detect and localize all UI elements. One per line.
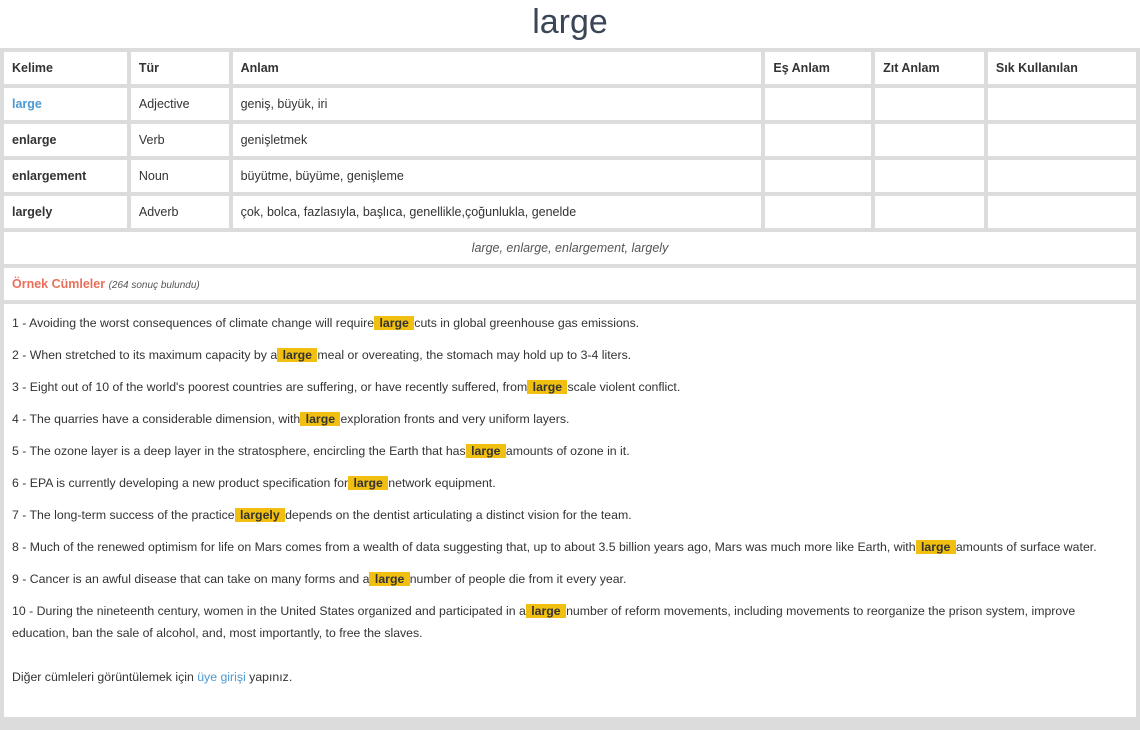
sentence-text: 3 - Eight out of 10 of the world's poorest countries are suffering, or have recently suffered, from <box>12 380 528 394</box>
synonym-cell <box>765 88 871 120</box>
examples-count: (264 sonuç bulundu) <box>108 280 200 291</box>
word-forms-row <box>4 232 1136 264</box>
table-row <box>4 124 1136 156</box>
example-sentences <box>4 304 1136 717</box>
synonym-cell <box>765 196 871 228</box>
table-row <box>4 88 1136 120</box>
sentence-text: 6 - EPA is currently developing a new product specification for <box>12 476 349 490</box>
highlighted-word: large <box>917 540 954 554</box>
header-common: Sık Kullanılan <box>988 52 1136 84</box>
list-item <box>12 536 1128 558</box>
common-cell <box>988 160 1136 192</box>
sentence-text: 4 - The quarries have a considerable dimension, with <box>12 412 301 426</box>
sentence-text: number of people die from it every year. <box>409 572 627 586</box>
sentence-text: number of reform movements, including movements to reorganize the prison system, improve education, ban the sale of alcohol, and, most importantly, to free the slaves. <box>12 604 1076 640</box>
examples-title: Örnek Cümleler <box>12 277 106 291</box>
sentence-text: amounts of ozone in it. <box>505 444 630 458</box>
highlighted-word: large <box>279 348 316 362</box>
sentence-text: 2 - When stretched to its maximum capacity by a <box>12 348 278 362</box>
word-cell[interactable]: largely <box>4 196 127 228</box>
word-cell[interactable]: large <box>4 88 127 120</box>
sentence-text: meal or overeating, the stomach may hold up to 3-4 liters. <box>317 348 632 362</box>
meaning-cell: geniş, büyük, iri <box>233 88 762 120</box>
login-prompt <box>12 666 1128 688</box>
member-login-link[interactable]: üye girişi <box>197 670 246 684</box>
header-word: Kelime <box>4 52 127 84</box>
synonym-cell <box>765 124 871 156</box>
list-item <box>12 504 1128 526</box>
table-row <box>4 160 1136 192</box>
antonym-cell <box>875 196 984 228</box>
word-table <box>0 48 1140 268</box>
type-cell: Adverb <box>131 196 229 228</box>
list-item <box>12 408 1128 430</box>
table-header-row <box>4 52 1136 84</box>
sentence-text: 7 - The long-term success of the practice <box>12 508 235 522</box>
sentence-text: 1 - Avoiding the worst consequences of climate change will require <box>12 316 375 330</box>
list-item <box>12 568 1128 590</box>
list-item <box>12 440 1128 462</box>
meaning-cell: çok, bolca, fazlasıyla, başlıca, genellikle,çoğunlukla, genelde <box>233 196 762 228</box>
page-title: large <box>532 3 608 41</box>
common-cell <box>988 196 1136 228</box>
header-antonym: Zıt Anlam <box>875 52 984 84</box>
antonym-cell <box>875 124 984 156</box>
table-row <box>4 196 1136 228</box>
type-cell: Verb <box>131 124 229 156</box>
type-cell: Adjective <box>131 88 229 120</box>
header-type: Tür <box>131 52 229 84</box>
dictionary-panel <box>0 48 1140 730</box>
synonym-cell <box>765 160 871 192</box>
highlighted-word: large <box>350 476 387 490</box>
header-synonym: Eş Anlam <box>765 52 871 84</box>
highlighted-word: largely <box>236 508 284 522</box>
antonym-cell <box>875 88 984 120</box>
sentence-text: exploration fronts and very uniform layers. <box>340 412 570 426</box>
sentence-text: 9 - Cancer is an awful disease that can take on many forms and a <box>12 572 370 586</box>
antonym-cell <box>875 160 984 192</box>
sentence-text: cuts in global greenhouse gas emissions. <box>414 316 640 330</box>
highlighted-word: large <box>467 444 504 458</box>
sentence-text: 10 - During the nineteenth century, women in the United States organized and participated in a <box>12 604 526 618</box>
highlighted-word: large <box>376 316 413 330</box>
highlighted-word: large <box>302 412 339 426</box>
highlighted-word: large <box>529 380 566 394</box>
examples-header <box>4 268 1136 300</box>
login-prompt-text: Diğer cümleleri görüntülemek için <box>12 670 198 684</box>
list-item <box>12 376 1128 398</box>
meaning-cell: genişletmek <box>233 124 762 156</box>
highlighted-word: large <box>527 604 565 618</box>
type-cell: Noun <box>131 160 229 192</box>
sentence-text: 8 - Much of the renewed optimism for life on Mars comes from a wealth of data suggesting that, up to about 3.5 billion years ago, Mars was much more like Earth, with <box>12 540 916 554</box>
list-item <box>12 312 1128 334</box>
sentence-text: amounts of surface water. <box>955 540 1097 554</box>
highlighted-word: large <box>371 572 408 586</box>
login-prompt-text: yapınız. <box>245 670 293 684</box>
sentence-text: scale violent conflict. <box>567 380 681 394</box>
common-cell <box>988 124 1136 156</box>
list-item <box>12 472 1128 494</box>
sentence-text: 5 - The ozone layer is a deep layer in the stratosphere, encircling the Earth that has <box>12 444 466 458</box>
word-forms: large, enlarge, enlargement, largely <box>4 232 1136 264</box>
list-item <box>12 344 1128 366</box>
common-cell <box>988 88 1136 120</box>
meaning-cell: büyütme, büyüme, genişleme <box>233 160 762 192</box>
word-cell[interactable]: enlargement <box>4 160 127 192</box>
word-cell[interactable]: enlarge <box>4 124 127 156</box>
sentence-text: network equipment. <box>388 476 496 490</box>
header-meaning: Anlam <box>233 52 762 84</box>
sentence-text: depends on the dentist articulating a distinct vision for the team. <box>285 508 632 522</box>
list-item <box>12 600 1128 644</box>
